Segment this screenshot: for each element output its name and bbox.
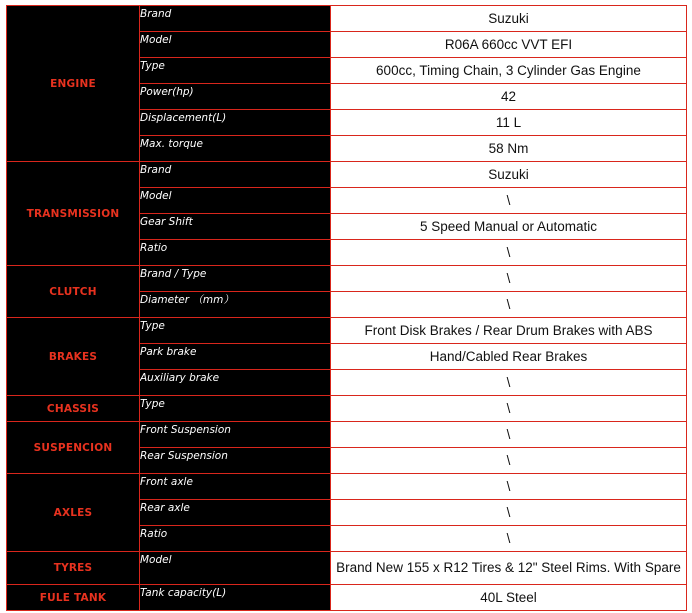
spec-value: \ [331,292,687,318]
spec-value: 58 Nm [331,136,687,162]
spec-value: R06A 660cc VVT EFI [331,32,687,58]
spec-label: Front Suspension [140,422,331,448]
spec-label: Ratio [140,240,331,266]
spec-label: Type [140,58,331,84]
spec-label: Model [140,32,331,58]
spec-value: \ [331,396,687,422]
spec-label: Park brake [140,344,331,370]
category-transmission: TRANSMISSION [7,162,140,266]
spec-row [7,422,687,448]
spec-label: Brand [140,162,331,188]
category-brakes: BRAKES [7,318,140,396]
spec-value: 5 Speed Manual or Automatic [331,214,687,240]
spec-label: Rear axle [140,500,331,526]
category-clutch: CLUTCH [7,266,140,318]
spec-value: Front Disk Brakes / Rear Drum Brakes with ABS [331,318,687,344]
spec-value: \ [331,448,687,474]
spec-label: Diameter （mm） [140,292,331,318]
spec-label: Gear Shift [140,214,331,240]
spec-label: Model [140,552,331,585]
spec-row [7,396,687,422]
spec-label: Type [140,318,331,344]
spec-value: 40L Steel [331,585,687,611]
spec-value: \ [331,266,687,292]
spec-table [6,5,687,611]
spec-label: Model [140,188,331,214]
spec-row [7,318,687,344]
category-tyres: TYRES [7,552,140,585]
spec-label: Auxiliary brake [140,370,331,396]
spec-row [7,6,687,32]
spec-row [7,552,687,585]
spec-row [7,585,687,611]
spec-label: Type [140,396,331,422]
spec-table-body [7,6,687,611]
spec-label: Displacement(L) [140,110,331,136]
spec-value: \ [331,370,687,396]
category-suspencion: SUSPENCION [7,422,140,474]
spec-value: \ [331,500,687,526]
category-axles: AXLES [7,474,140,552]
spec-value: Suzuki [331,6,687,32]
spec-value: Suzuki [331,162,687,188]
category-chassis: CHASSIS [7,396,140,422]
spec-row [7,266,687,292]
category-fule-tank: FULE TANK [7,585,140,611]
spec-value: \ [331,188,687,214]
spec-label: Max. torque [140,136,331,162]
spec-label: Rear Suspension [140,448,331,474]
spec-value: Brand New 155 x R12 Tires & 12" Steel Rims. With Spare [331,552,687,585]
category-engine: ENGINE [7,6,140,162]
spec-label: Brand [140,6,331,32]
spec-label: Tank capacity(L) [140,585,331,611]
spec-value: \ [331,422,687,448]
spec-value: 11 L [331,110,687,136]
spec-label: Front axle [140,474,331,500]
spec-value: 42 [331,84,687,110]
spec-label: Brand / Type [140,266,331,292]
spec-value: 600cc, Timing Chain, 3 Cylinder Gas Engine [331,58,687,84]
spec-label: Power(hp) [140,84,331,110]
spec-value: \ [331,526,687,552]
spec-value: \ [331,474,687,500]
spec-value: Hand/Cabled Rear Brakes [331,344,687,370]
spec-label: Ratio [140,526,331,552]
spec-row [7,162,687,188]
spec-row [7,474,687,500]
spec-value: \ [331,240,687,266]
